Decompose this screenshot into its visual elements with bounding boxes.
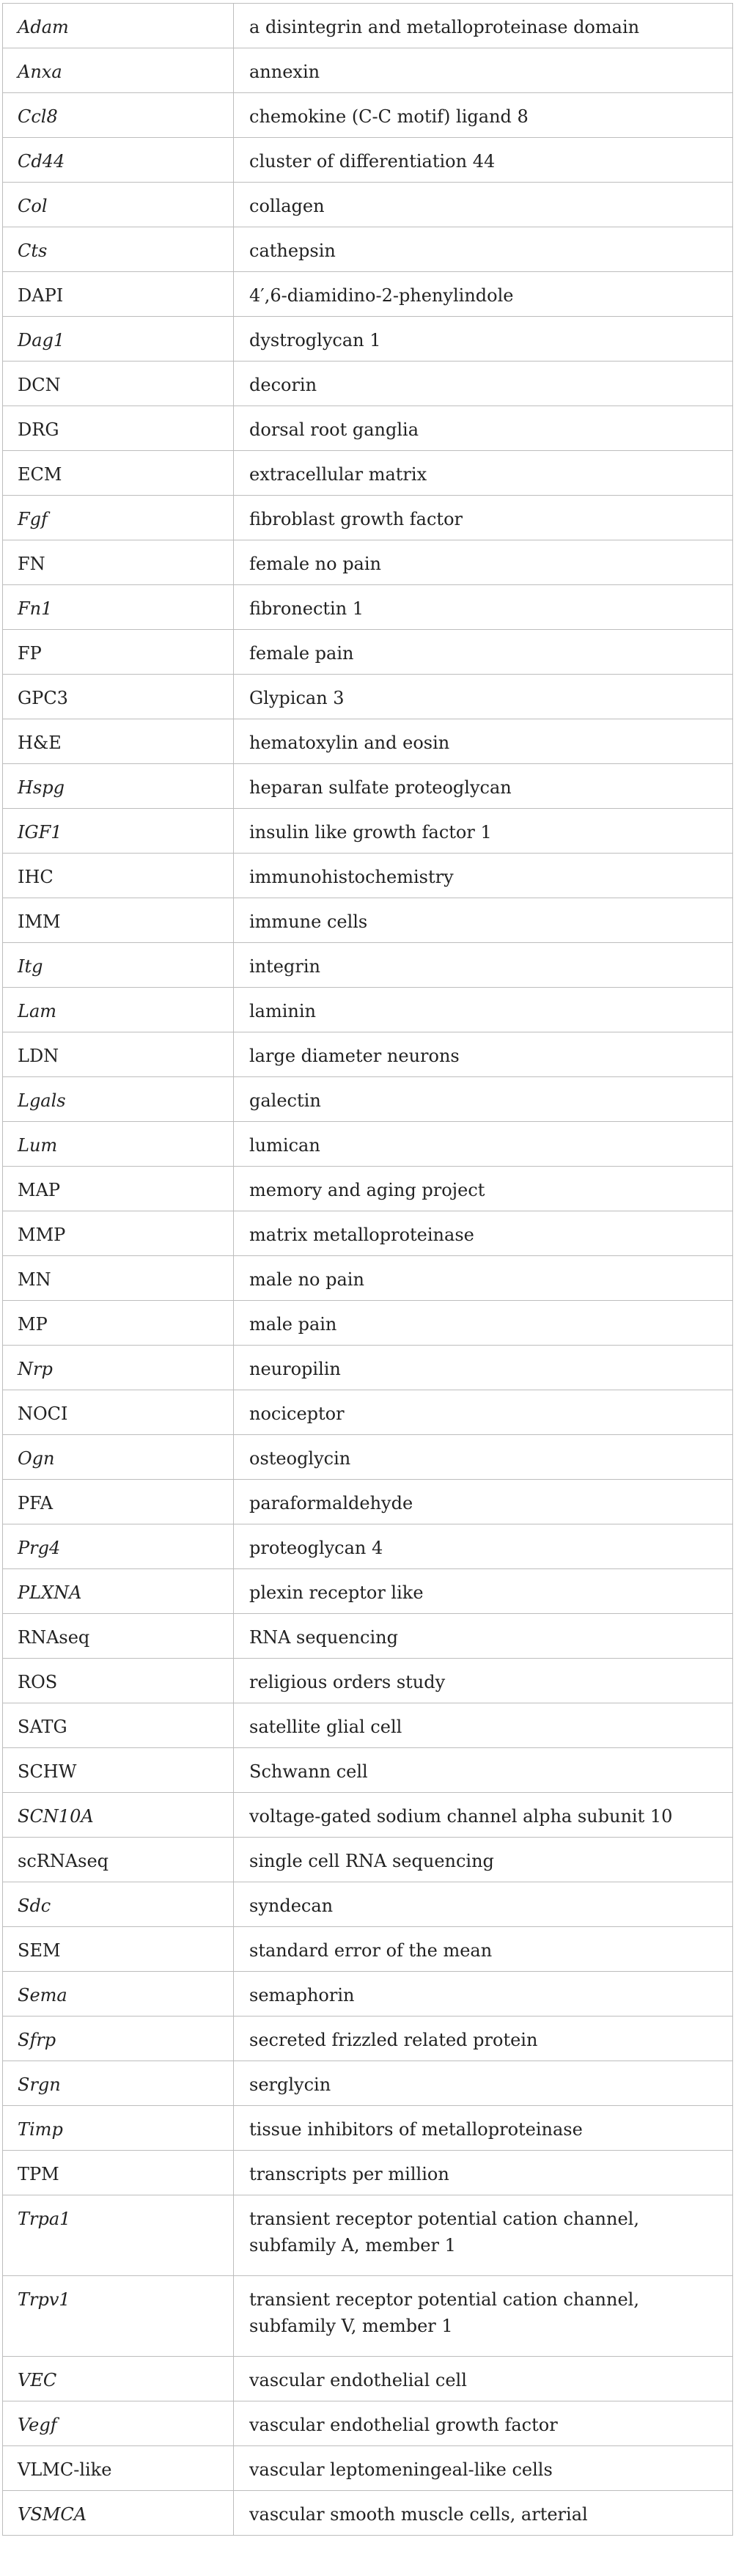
abbreviation-term: ROS <box>3 1659 234 1703</box>
abbreviation-definition: memory and aging project <box>234 1167 733 1211</box>
abbreviation-definition: RNA sequencing <box>234 1614 733 1659</box>
table-row <box>3 2401 733 2446</box>
abbreviation-definition: neuropilin <box>234 1346 733 1390</box>
abbreviation-term: GPC3 <box>3 675 234 719</box>
table-row <box>3 1301 733 1346</box>
abbreviation-definition: immunohistochemistry <box>234 854 733 898</box>
table-row <box>3 1346 733 1390</box>
table-row <box>3 1524 733 1569</box>
table-row <box>3 1167 733 1211</box>
abbreviation-term: Prg4 <box>3 1524 234 1569</box>
abbreviation-definition: transient receptor potential cation channel, subfamily V, member 1 <box>234 2276 733 2357</box>
table-row <box>3 1256 733 1301</box>
table-row <box>3 2491 733 2536</box>
table-row <box>3 943 733 988</box>
table-row <box>3 1569 733 1614</box>
table-row <box>3 2357 733 2401</box>
table-row <box>3 4 733 48</box>
abbreviation-term: VLMC-like <box>3 2446 234 2491</box>
table-row <box>3 2151 733 2195</box>
abbreviation-term: IHC <box>3 854 234 898</box>
abbreviation-definition: vascular leptomeningeal-like cells <box>234 2446 733 2491</box>
abbreviation-term: Cd44 <box>3 138 234 183</box>
table-row <box>3 1748 733 1793</box>
abbreviation-term: SEM <box>3 1927 234 1972</box>
table-row <box>3 317 733 362</box>
table-row <box>3 1659 733 1703</box>
abbreviation-definition: fibroblast growth factor <box>234 496 733 540</box>
abbreviation-definition: plexin receptor like <box>234 1569 733 1614</box>
abbreviation-definition: semaphorin <box>234 1972 733 2017</box>
abbreviation-term: MMP <box>3 1211 234 1256</box>
abbreviation-definition: insulin like growth factor 1 <box>234 809 733 854</box>
abbreviation-definition: cathepsin <box>234 227 733 272</box>
abbreviation-term: DCN <box>3 362 234 406</box>
abbreviation-definition: decorin <box>234 362 733 406</box>
abbreviation-definition: syndecan <box>234 1882 733 1927</box>
abbreviation-definition: 4′,6-diamidino-2-phenylindole <box>234 272 733 317</box>
table-row <box>3 138 733 183</box>
table-row <box>3 451 733 496</box>
table-row <box>3 1882 733 1927</box>
abbreviation-term: RNAseq <box>3 1614 234 1659</box>
table-row <box>3 2017 733 2061</box>
abbreviation-term: VSMCA <box>3 2491 234 2536</box>
abbreviation-term: Fn1 <box>3 585 234 630</box>
abbreviation-term: Trpa1 <box>3 2195 234 2276</box>
abbreviation-definition: large diameter neurons <box>234 1032 733 1077</box>
abbreviation-term: MP <box>3 1301 234 1346</box>
table-row <box>3 540 733 585</box>
table-row <box>3 1703 733 1748</box>
abbreviation-term: ECM <box>3 451 234 496</box>
table-row <box>3 2106 733 2151</box>
abbreviation-definition: secreted frizzled related protein <box>234 2017 733 2061</box>
abbreviation-definition: dorsal root ganglia <box>234 406 733 451</box>
abbreviation-term: Col <box>3 183 234 227</box>
abbreviation-term: Itg <box>3 943 234 988</box>
table-row <box>3 1077 733 1122</box>
table-row <box>3 630 733 675</box>
abbreviations-table-body <box>3 4 733 2536</box>
table-row <box>3 1927 733 1972</box>
table-row <box>3 675 733 719</box>
abbreviation-term: Srgn <box>3 2061 234 2106</box>
abbreviation-term: FN <box>3 540 234 585</box>
table-row <box>3 1390 733 1435</box>
table-row <box>3 854 733 898</box>
abbreviation-definition: tissue inhibitors of metalloproteinase <box>234 2106 733 2151</box>
abbreviation-definition: vascular endothelial growth factor <box>234 2401 733 2446</box>
abbreviation-definition: integrin <box>234 943 733 988</box>
abbreviation-term: SCN10A <box>3 1793 234 1838</box>
abbreviation-term: Ccl8 <box>3 93 234 138</box>
table-row <box>3 2446 733 2491</box>
abbreviation-term: Sfrp <box>3 2017 234 2061</box>
abbreviation-definition: satellite glial cell <box>234 1703 733 1748</box>
abbreviation-term: TPM <box>3 2151 234 2195</box>
table-row <box>3 1032 733 1077</box>
abbreviation-term: VEC <box>3 2357 234 2401</box>
abbreviation-definition: serglycin <box>234 2061 733 2106</box>
table-row <box>3 362 733 406</box>
abbreviation-definition: standard error of the mean <box>234 1927 733 1972</box>
table-row <box>3 1480 733 1524</box>
abbreviation-term: scRNAseq <box>3 1838 234 1882</box>
abbreviation-term: Sema <box>3 1972 234 2017</box>
abbreviation-definition: paraformaldehyde <box>234 1480 733 1524</box>
table-row <box>3 1614 733 1659</box>
abbreviation-term: Timp <box>3 2106 234 2151</box>
abbreviation-definition: immune cells <box>234 898 733 943</box>
abbreviation-term: Vegf <box>3 2401 234 2446</box>
table-row <box>3 1122 733 1167</box>
abbreviation-term: DAPI <box>3 272 234 317</box>
table-row <box>3 406 733 451</box>
table-row <box>3 2061 733 2106</box>
abbreviation-term: Lgals <box>3 1077 234 1122</box>
table-row <box>3 272 733 317</box>
abbreviation-term: PFA <box>3 1480 234 1524</box>
abbreviation-definition: transcripts per million <box>234 2151 733 2195</box>
abbreviation-term: Hspg <box>3 764 234 809</box>
abbreviation-definition: heparan sulfate proteoglycan <box>234 764 733 809</box>
table-row <box>3 585 733 630</box>
abbreviation-definition: osteoglycin <box>234 1435 733 1480</box>
table-row <box>3 719 733 764</box>
abbreviation-term: Nrp <box>3 1346 234 1390</box>
abbreviation-definition: laminin <box>234 988 733 1032</box>
abbreviation-definition: chemokine (C-C motif) ligand 8 <box>234 93 733 138</box>
abbreviation-definition: female no pain <box>234 540 733 585</box>
abbreviation-definition: vascular endothelial cell <box>234 2357 733 2401</box>
abbreviation-term: Dag1 <box>3 317 234 362</box>
abbreviation-definition: lumican <box>234 1122 733 1167</box>
abbreviation-definition: dystroglycan 1 <box>234 317 733 362</box>
abbreviation-term: MAP <box>3 1167 234 1211</box>
abbreviation-definition: proteoglycan 4 <box>234 1524 733 1569</box>
abbreviation-definition: annexin <box>234 48 733 93</box>
abbreviation-definition: male pain <box>234 1301 733 1346</box>
abbreviation-definition: collagen <box>234 183 733 227</box>
abbreviation-definition: galectin <box>234 1077 733 1122</box>
abbreviation-definition: vascular smooth muscle cells, arterial <box>234 2491 733 2536</box>
abbreviation-definition: cluster of differentiation 44 <box>234 138 733 183</box>
abbreviation-term: SCHW <box>3 1748 234 1793</box>
abbreviation-definition: female pain <box>234 630 733 675</box>
table-row <box>3 1972 733 2017</box>
abbreviation-definition: matrix metalloproteinase <box>234 1211 733 1256</box>
abbreviation-term: PLXNA <box>3 1569 234 1614</box>
table-row <box>3 1211 733 1256</box>
abbreviation-definition: nociceptor <box>234 1390 733 1435</box>
abbreviation-term: SATG <box>3 1703 234 1748</box>
abbreviations-table <box>2 3 733 2536</box>
abbreviation-definition: male no pain <box>234 1256 733 1301</box>
abbreviation-term: Anxa <box>3 48 234 93</box>
abbreviation-definition: Glypican 3 <box>234 675 733 719</box>
abbreviation-definition: extracellular matrix <box>234 451 733 496</box>
table-row <box>3 809 733 854</box>
table-row <box>3 898 733 943</box>
abbreviation-definition: a disintegrin and metalloproteinase domain <box>234 4 733 48</box>
abbreviation-term: Lum <box>3 1122 234 1167</box>
table-row <box>3 2276 733 2357</box>
abbreviation-term: Lam <box>3 988 234 1032</box>
table-row <box>3 2195 733 2276</box>
abbreviation-term: Cts <box>3 227 234 272</box>
abbreviation-term: IMM <box>3 898 234 943</box>
table-row <box>3 988 733 1032</box>
abbreviation-definition: single cell RNA sequencing <box>234 1838 733 1882</box>
abbreviation-definition: fibronectin 1 <box>234 585 733 630</box>
abbreviation-term: LDN <box>3 1032 234 1077</box>
table-row <box>3 1435 733 1480</box>
table-row <box>3 1793 733 1838</box>
abbreviation-term: IGF1 <box>3 809 234 854</box>
abbreviation-term: Ogn <box>3 1435 234 1480</box>
abbreviation-term: FP <box>3 630 234 675</box>
table-row <box>3 1838 733 1882</box>
table-row <box>3 183 733 227</box>
table-row <box>3 93 733 138</box>
abbreviation-term: DRG <box>3 406 234 451</box>
table-row <box>3 48 733 93</box>
table-row <box>3 496 733 540</box>
abbreviation-term: MN <box>3 1256 234 1301</box>
abbreviation-term: H&E <box>3 719 234 764</box>
abbreviation-definition: religious orders study <box>234 1659 733 1703</box>
abbreviation-definition: hematoxylin and eosin <box>234 719 733 764</box>
abbreviation-term: Trpv1 <box>3 2276 234 2357</box>
abbreviation-definition: Schwann cell <box>234 1748 733 1793</box>
abbreviation-definition: voltage-gated sodium channel alpha subunit 10 <box>234 1793 733 1838</box>
abbreviation-term: NOCI <box>3 1390 234 1435</box>
abbreviation-term: Sdc <box>3 1882 234 1927</box>
table-row <box>3 764 733 809</box>
abbreviation-term: Adam <box>3 4 234 48</box>
table-row <box>3 227 733 272</box>
abbreviation-definition: transient receptor potential cation channel, subfamily A, member 1 <box>234 2195 733 2276</box>
abbreviation-term: Fgf <box>3 496 234 540</box>
